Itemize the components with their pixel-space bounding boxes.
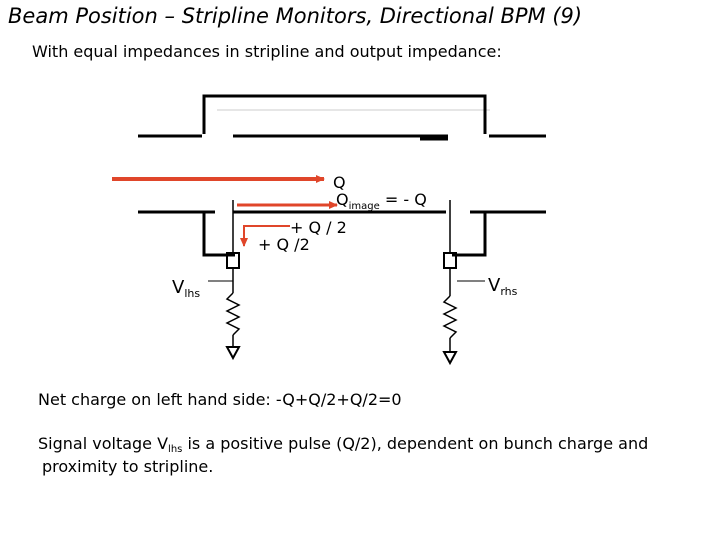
signal-prefix: Signal voltage V	[38, 434, 169, 453]
upper-wall	[138, 96, 546, 139]
upper-half-charge-label: + Q / 2	[290, 218, 347, 237]
left-ground-symbol	[227, 347, 239, 358]
signal-subscript: lhs	[168, 444, 183, 455]
left-readout	[227, 200, 239, 358]
signal-rest: proximity to stripline.	[42, 457, 214, 476]
right-ground-symbol	[444, 352, 456, 363]
signal-voltage-text	[38, 432, 698, 478]
slide-title: Beam Position – Stripline Monitors, Directional BPM (9)	[8, 4, 583, 28]
signal-middle: is a positive pulse (Q/2), dependent on bunch charge and	[182, 434, 649, 453]
vrhs-label: $V_{rhs}$	[488, 275, 518, 298]
net-charge-text: Net charge on left hand side: -Q+Q/2+Q/2=0	[38, 390, 402, 409]
vlhs-label: $V_{lhs}$	[172, 277, 201, 300]
left-resistor	[227, 293, 239, 335]
lower-half-charge-label: + Q /2	[258, 235, 310, 254]
image-charge-label: $Q_{image}$ = - Q	[336, 190, 427, 212]
right-readout	[444, 200, 456, 363]
beam-charge-label: Q	[333, 173, 346, 192]
slide-subtitle: With equal impedances in stripline and output impedance:	[32, 42, 502, 61]
right-resistor	[444, 296, 456, 338]
